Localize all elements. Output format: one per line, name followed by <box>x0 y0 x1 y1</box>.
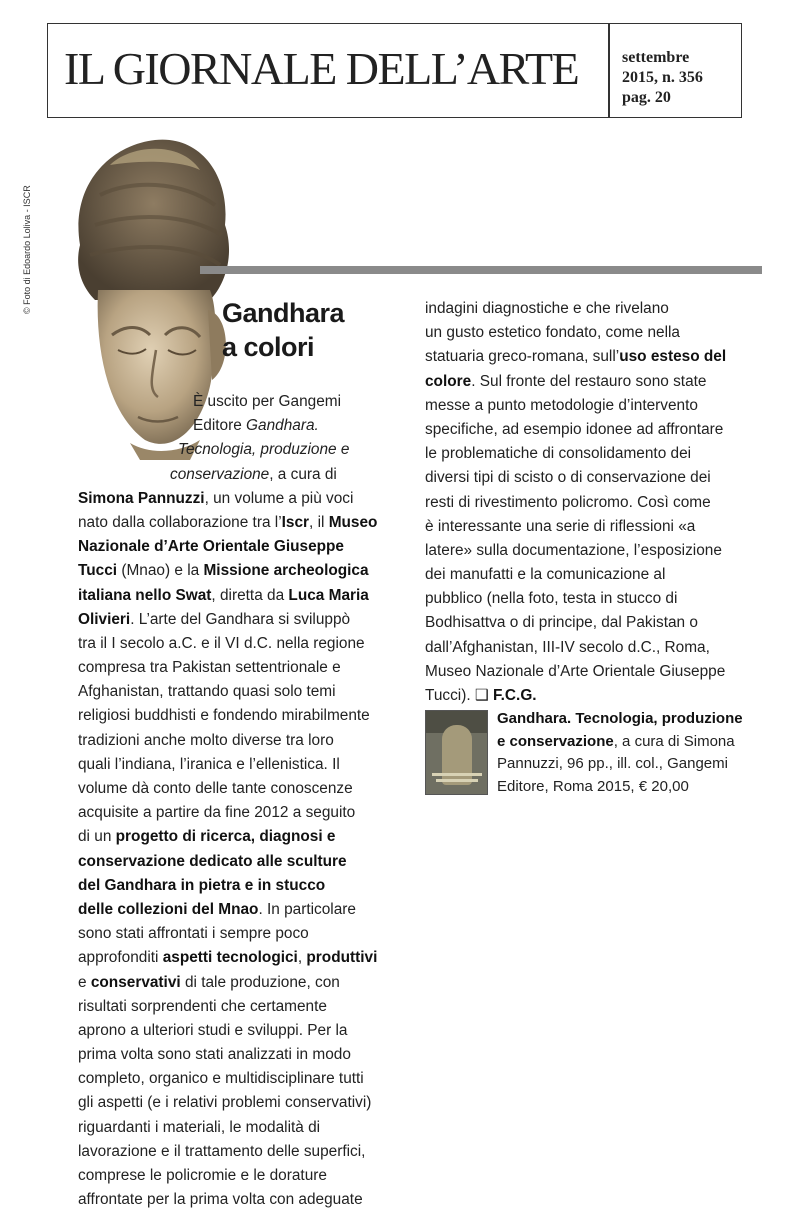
text-segment: lavorazione e il trattamento delle superfici, <box>78 1142 366 1160</box>
text-segment: indagini diagnostiche e che rivelano <box>425 300 669 317</box>
text-line <box>0 995 377 1019</box>
text-segment: produttivi <box>306 949 378 967</box>
text-line <box>0 1043 377 1067</box>
text-segment: compresa tra Pakistan settentrionale e <box>78 659 341 677</box>
book-info <box>497 708 743 798</box>
text-line <box>497 731 743 754</box>
text-line <box>425 684 726 708</box>
text-line <box>425 418 726 442</box>
text-line <box>425 636 726 660</box>
text-segment: delle collezioni del Mnao <box>78 900 259 918</box>
text-segment: acquisite a partire da fine 2012 a seguito <box>78 804 356 822</box>
text-segment: affrontate per la prima volta con adeguate <box>78 1191 363 1209</box>
text-segment: italiana nello Swat <box>78 586 212 604</box>
text-line <box>425 345 726 369</box>
text-segment: specifiche, ad esempio idonee ad affrontare <box>425 420 724 438</box>
text-line <box>0 825 377 849</box>
text-segment: Bodhisattva o di principe, dal Pakistan o <box>425 614 698 632</box>
text-segment: messe a punto metodologie d’intervento <box>425 396 698 414</box>
text-line <box>0 680 377 704</box>
text-segment: Editore, Roma 2015, € 20,00 <box>497 777 689 795</box>
text-segment: gli aspetti (e i relativi problemi conservativi) <box>78 1094 372 1112</box>
text-segment: un gusto estetico fondato, come nella <box>425 324 680 342</box>
photo-credit: © Foto di Edoardo Loliva - ISCR <box>22 185 32 314</box>
text-line <box>0 438 377 462</box>
article-headline <box>222 296 344 364</box>
text-segment: di tale produzione, con <box>180 973 340 991</box>
text-segment: dei manufatti e la comunicazione al <box>425 566 666 584</box>
text-segment: Tucci <box>78 562 118 580</box>
text-segment: Missione archeologica <box>203 562 369 580</box>
text-segment: uso esteso del <box>619 348 727 366</box>
issue-month: settembre <box>622 49 690 66</box>
text-line <box>0 414 377 438</box>
text-segment: aprono a ulteriori studi e sviluppi. Per la <box>78 1021 348 1039</box>
text-segment: statuaria greco-romana, sull’ <box>425 348 620 366</box>
text-segment: . L’arte del Gandhara si sviluppò <box>130 610 351 628</box>
text-segment: . Sul fronte del restauro sono state <box>471 372 707 390</box>
text-segment: dall’Afghanistan, III-IV secolo d.C., Roma, <box>425 638 710 656</box>
newspaper-title: IL GIORNALE DELL’ARTE <box>64 43 579 94</box>
text-line <box>0 1067 377 1091</box>
text-line <box>425 321 726 345</box>
text-segment: nato dalla collaborazione tra l’ <box>78 513 282 531</box>
text-segment: progetto di ricerca, diagnosi e <box>115 828 336 846</box>
text-line <box>497 708 743 731</box>
text-line <box>0 487 377 511</box>
text-segment: latere» sulla documentazione, l’esposizione <box>425 541 722 559</box>
headline-line: Gandhara <box>222 298 345 328</box>
text-segment: di un <box>78 828 116 846</box>
text-line <box>0 946 377 970</box>
text-line <box>0 584 377 608</box>
text-line <box>425 587 726 611</box>
text-line <box>0 1164 377 1188</box>
text-line <box>0 511 377 535</box>
text-segment: colore <box>425 372 472 390</box>
issue-number: 2015, n. 356 <box>622 69 703 86</box>
text-segment: è interessante una serie di riflessioni «a <box>425 517 696 535</box>
text-segment: quali l’indiana, l’iranica e l’ellenistica. Il <box>78 755 340 773</box>
text-line <box>0 729 377 753</box>
text-segment: pubblico (nella foto, testa in stucco di <box>425 590 678 608</box>
text-line <box>0 463 377 487</box>
text-segment: F.C.G. <box>492 687 537 704</box>
text-segment: e <box>78 973 91 991</box>
text-line <box>0 922 377 946</box>
text-segment: Museo Nazionale d’Arte Orientale Giuseppe <box>425 662 726 680</box>
text-segment: diversi tipi di scisto o di conservazione dei <box>425 469 711 487</box>
text-line <box>425 539 726 563</box>
text-segment: tra il I secolo a.C. e il VI d.C. nella regione <box>78 634 365 652</box>
text-segment: Iscr <box>281 513 310 531</box>
text-segment: conservativi <box>90 973 181 991</box>
text-line <box>0 1019 377 1043</box>
text-line <box>425 660 726 684</box>
text-line <box>0 559 377 583</box>
article-column-right <box>425 297 726 708</box>
masthead <box>47 23 742 118</box>
text-line <box>0 632 377 656</box>
text-line <box>425 442 726 466</box>
text-line <box>425 563 726 587</box>
text-segment: del Gandhara in pietra e in stucco <box>78 876 326 894</box>
text-line <box>425 515 726 539</box>
text-segment: aspetti tecnologici <box>162 949 298 967</box>
text-segment: comprese le policromie e le dorature <box>78 1167 327 1184</box>
issue-info <box>622 48 703 108</box>
text-segment: conservazione dedicato alle sculture <box>78 852 347 870</box>
text-segment: , il <box>309 513 329 531</box>
text-segment: Afghanistan, trattando quasi solo temi <box>78 683 336 701</box>
text-segment: , a cura di Simona <box>613 732 735 750</box>
text-segment: Pannuzzi, 96 pp., ill. col., Gangemi <box>497 755 728 772</box>
text-line <box>0 874 377 898</box>
book-cover-thumbnail <box>425 710 488 795</box>
text-segment: , <box>297 949 307 967</box>
text-segment: approfonditi <box>78 949 163 967</box>
text-segment: Editore <box>193 417 247 435</box>
text-line <box>0 777 377 801</box>
text-segment: , a cura di <box>269 465 337 483</box>
text-line <box>0 1188 377 1212</box>
text-line <box>0 898 377 922</box>
text-segment: volume dà conto delle tante conoscenze <box>78 780 353 797</box>
text-line <box>0 608 377 632</box>
text-line <box>0 1091 377 1115</box>
text-segment: e conservazione <box>497 732 614 750</box>
masthead-divider <box>608 24 610 117</box>
text-segment: Luca Maria <box>288 586 369 604</box>
text-segment: , diretta da <box>211 586 289 604</box>
issue-page: pag. 20 <box>622 89 671 106</box>
text-segment: È uscito per Gangemi <box>193 393 341 410</box>
text-line <box>0 704 377 728</box>
text-line <box>0 1140 377 1164</box>
headline-line: a colori <box>222 332 315 362</box>
text-segment: tradizioni anche molto diverse tra loro <box>78 731 334 749</box>
text-line <box>497 753 743 776</box>
text-segment: Nazionale d’Arte Orientale Giuseppe <box>78 538 344 556</box>
text-line <box>0 1116 377 1140</box>
text-segment: . In particolare <box>258 900 356 918</box>
text-segment: Gandhara. Tecnologia, produzione <box>497 710 743 727</box>
text-segment: le problematiche di consolidamento dei <box>425 445 692 463</box>
text-line <box>0 535 377 559</box>
text-line <box>425 394 726 418</box>
text-segment: prima volta sono stati analizzati in modo <box>78 1046 351 1064</box>
text-segment: riguardanti i materiali, le modalità di <box>78 1118 321 1136</box>
text-segment: completo, organico e multidisciplinare tutti <box>78 1070 364 1088</box>
text-line <box>0 390 377 414</box>
text-segment: (Mnao) e la <box>117 562 204 580</box>
text-segment: risultati sorprendenti che certamente <box>78 997 327 1015</box>
text-segment: , un volume a più voci <box>204 489 354 507</box>
article-column-left <box>0 390 377 1212</box>
text-line <box>425 297 726 321</box>
text-line <box>425 491 726 515</box>
text-segment: conservazione <box>170 465 270 483</box>
text-segment: Tucci). ❑ <box>425 687 493 704</box>
text-line <box>425 466 726 490</box>
text-segment: Museo <box>328 513 378 531</box>
text-line <box>0 971 377 995</box>
text-segment: resti di rivestimento policromo. Così come <box>425 493 711 511</box>
section-rule <box>200 266 762 274</box>
text-line <box>497 776 743 799</box>
text-line <box>425 611 726 635</box>
text-segment: sono stati affrontati i sempre poco <box>78 925 309 943</box>
text-segment: Gandhara. <box>246 417 319 435</box>
text-segment: Tecnologia, produzione e <box>178 441 350 459</box>
text-segment: Simona Pannuzzi <box>78 489 205 507</box>
text-line <box>0 656 377 680</box>
text-line <box>0 753 377 777</box>
text-segment: religiosi buddhisti e fondendo mirabilmente <box>78 707 370 725</box>
text-line <box>425 370 726 394</box>
text-line <box>0 850 377 874</box>
text-segment: Olivieri <box>78 610 131 628</box>
text-line <box>0 801 377 825</box>
